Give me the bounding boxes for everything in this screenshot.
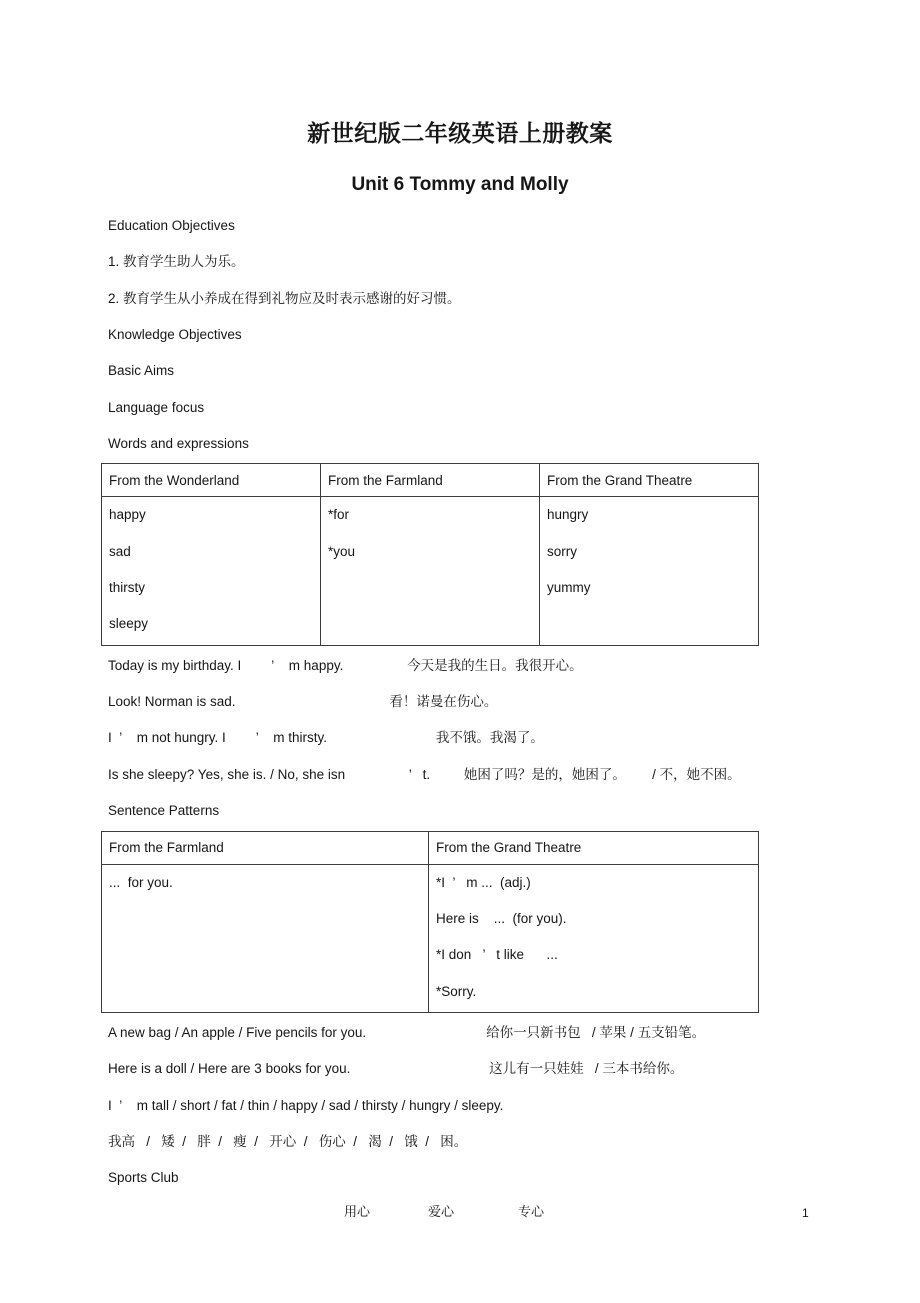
sentence-patterns-table bbox=[101, 831, 759, 1013]
pattern-example-4: 我高 / 矮 / 胖 / 瘦 / 开心 / 伤心 / 渴 / 饿 / 困。 bbox=[108, 1133, 468, 1149]
heading-words-and-expressions: Words and expressions bbox=[108, 436, 249, 452]
document-title: 新世纪版二年级英语上册教案 bbox=[307, 120, 613, 146]
words-table-header-grand-theatre: From the Grand Theatre bbox=[540, 464, 759, 497]
pattern-example-3: I ’ m tall / short / fat / thin / happy / sad / thirsty / hungry / sleepy. bbox=[108, 1097, 504, 1113]
pattern-example-2: Here is a doll / Here are 3 books for you. 这儿有一只娃娃 / 三本书给你。 bbox=[108, 1061, 684, 1077]
heading-education-objectives: Education Objectives bbox=[108, 218, 235, 233]
patterns-table-header-row bbox=[102, 831, 759, 864]
words-cell-wonderland bbox=[102, 497, 321, 645]
example-sentence-4: Is she sleepy? Yes, she is. / No, she isn ’ t. 她困了吗？是的，她困了。 / 不，她不困。 bbox=[108, 766, 741, 782]
words-cell-farmland bbox=[321, 497, 540, 645]
patterns-cell-grand-theatre bbox=[429, 864, 759, 1012]
pattern-example-1: A new bag / An apple / Five pencils for you. 给你一只新书包 / 苹果 / 五支铅笔。 bbox=[108, 1024, 706, 1040]
patterns-cell-farmland bbox=[102, 864, 429, 1012]
words-table-header-farmland: From the Farmland bbox=[321, 464, 540, 497]
example-sentence-2: Look! Norman is sad. 看！诺曼在伤心。 bbox=[108, 694, 498, 710]
unit-title: Unit 6 Tommy and Molly bbox=[351, 174, 569, 195]
heading-knowledge-objectives: Knowledge Objectives bbox=[108, 327, 242, 343]
word-item: *for bbox=[328, 507, 350, 523]
words-and-expressions-table bbox=[101, 463, 759, 645]
pattern-item: *I ’ m ... (adj.) bbox=[436, 874, 531, 890]
heading-language-focus: Language focus bbox=[108, 399, 205, 415]
words-table-header-wonderland: From the Wonderland bbox=[102, 464, 321, 497]
heading-sports-club: Sports Club bbox=[108, 1170, 179, 1186]
heading-sentence-patterns: Sentence Patterns bbox=[108, 803, 220, 819]
footer-word-2: 爱心 bbox=[428, 1204, 455, 1219]
word-item: sorry bbox=[547, 543, 577, 559]
word-item: hungry bbox=[547, 507, 589, 523]
word-item: sad bbox=[109, 543, 131, 559]
word-item: happy bbox=[109, 507, 146, 523]
education-objective-1: 1. 教育学生助人为乐。 bbox=[108, 254, 245, 270]
word-item: sleepy bbox=[109, 616, 149, 632]
example-sentence-3: I ’ m not hungry. I ’ m thirsty. 我不饿。我渴了。 bbox=[108, 730, 544, 746]
patterns-table-header-farmland: From the Farmland bbox=[102, 831, 429, 864]
page-footer bbox=[0, 1202, 920, 1224]
word-item: yummy bbox=[547, 580, 591, 596]
page-number: 1 bbox=[802, 1206, 809, 1220]
word-item: *you bbox=[328, 543, 356, 559]
heading-basic-aims: Basic Aims bbox=[108, 363, 175, 379]
words-table-header-row bbox=[102, 464, 759, 497]
document-body bbox=[108, 208, 880, 1197]
pattern-item: *Sorry. bbox=[436, 983, 477, 999]
patterns-table-header-grand-theatre: From the Grand Theatre bbox=[429, 831, 759, 864]
patterns-table-body-row bbox=[102, 864, 759, 1012]
words-table-body-row bbox=[102, 497, 759, 645]
footer-word-3: 专心 bbox=[518, 1204, 545, 1219]
pattern-item: Here is ... (for you). bbox=[436, 910, 567, 926]
pattern-item: ... for you. bbox=[109, 874, 173, 890]
example-sentence-1: Today is my birthday. I ’ m happy. 今天是我的生日。我很开心。 bbox=[108, 657, 583, 673]
pattern-item: *I don ’ t like ... bbox=[436, 947, 558, 963]
words-cell-grand-theatre bbox=[540, 497, 759, 645]
education-objective-2: 2. 教育学生从小养成在得到礼物应及时表示感谢的好习惯。 bbox=[108, 290, 461, 306]
footer-word-1: 用心 bbox=[344, 1204, 371, 1219]
word-item: thirsty bbox=[109, 580, 146, 596]
